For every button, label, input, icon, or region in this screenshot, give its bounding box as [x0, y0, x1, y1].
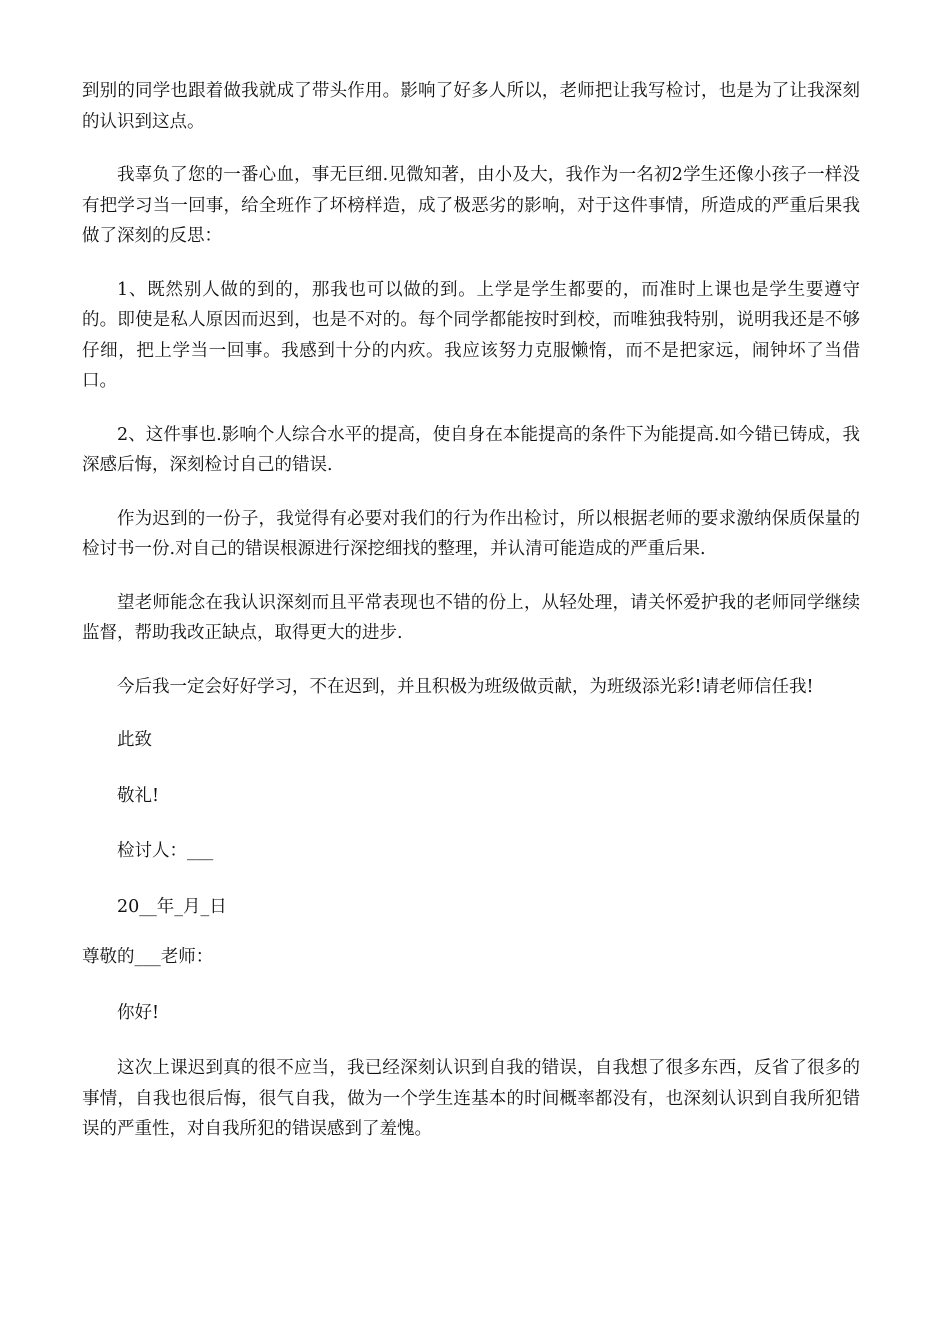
paragraph-self-review: 作为迟到的一份子，我觉得有必要对我们的行为作出检讨，所以根据老师的要求激纳保质保量的检讨书一份.对自己的错误根源进行深挖细找的整理，并认清可能造成的严重后果.: [82, 508, 860, 559]
salute-line: 敬礼!: [117, 785, 160, 806]
paragraph-request: 望老师能念在我认识深刻而且平常表现也不错的份上，从轻处理，请关怀爱护我的老师同学继续监督，帮助我改正缺点，取得更大的进步.: [82, 592, 860, 643]
signer-line: 检讨人：___: [117, 841, 214, 861]
paragraph-point-1: 1、既然别人做的到的，那我也可以做的到。上学是学生都要的，而准时上课也是学生要遵守的。即使是私人原因而迟到，也是不对的。每个同学都能按时到校，而唯独我特别，说明我还是不够仔细，把上学当一回事。我感到十分的内疚。我应该努力克服懒惰，而不是把家远，闹钟坏了当借口。: [82, 279, 860, 391]
greeting-line: 尊敬的___老师：: [82, 947, 214, 967]
closing-line: 此致: [117, 730, 152, 750]
paragraph-reflection: 我辜负了您的一番心血，事无巨细.见微知著，由小及大，我作为一名初2学生还像小孩子一样没有把学习当一回事，给全班作了坏榜样造，成了极恶劣的影响，对于这件事情，所造成的严重后果我做了深刻的反思：: [82, 165, 860, 246]
paragraph-continuation: 到别的同学也跟着做我就成了带头作用。影响了好多人所以，老师把让我写检讨，也是为了让我深刻的认识到这点。: [82, 81, 860, 132]
date-line: 20__年_月_日: [117, 896, 227, 917]
paragraph-promise: 今后我一定会好好学习，不在迟到，并且积极为班级做贡献，为班级添光彩!请老师信任我!: [117, 676, 814, 697]
paragraph-apology: 这次上课迟到真的很不应当，我已经深刻认识到自我的错误，自我想了很多东西，反省了很多的事情，自我也很后悔，很气自我，做为一个学生连基本的时间概率都没有，也深刻认识到自我所犯错误的严重性，对自我所犯的错误感到了羞愧。: [82, 1058, 860, 1139]
document-page: [82, 76, 860, 1168]
paragraph-point-2: 2、这件事也.影响个人综合水平的提高，使自身在本能提高的条件下为能提高.如今错已铸成，我深感后悔，深刻检讨自己的错误.: [82, 424, 860, 475]
hello-line: 你好!: [117, 1002, 160, 1023]
